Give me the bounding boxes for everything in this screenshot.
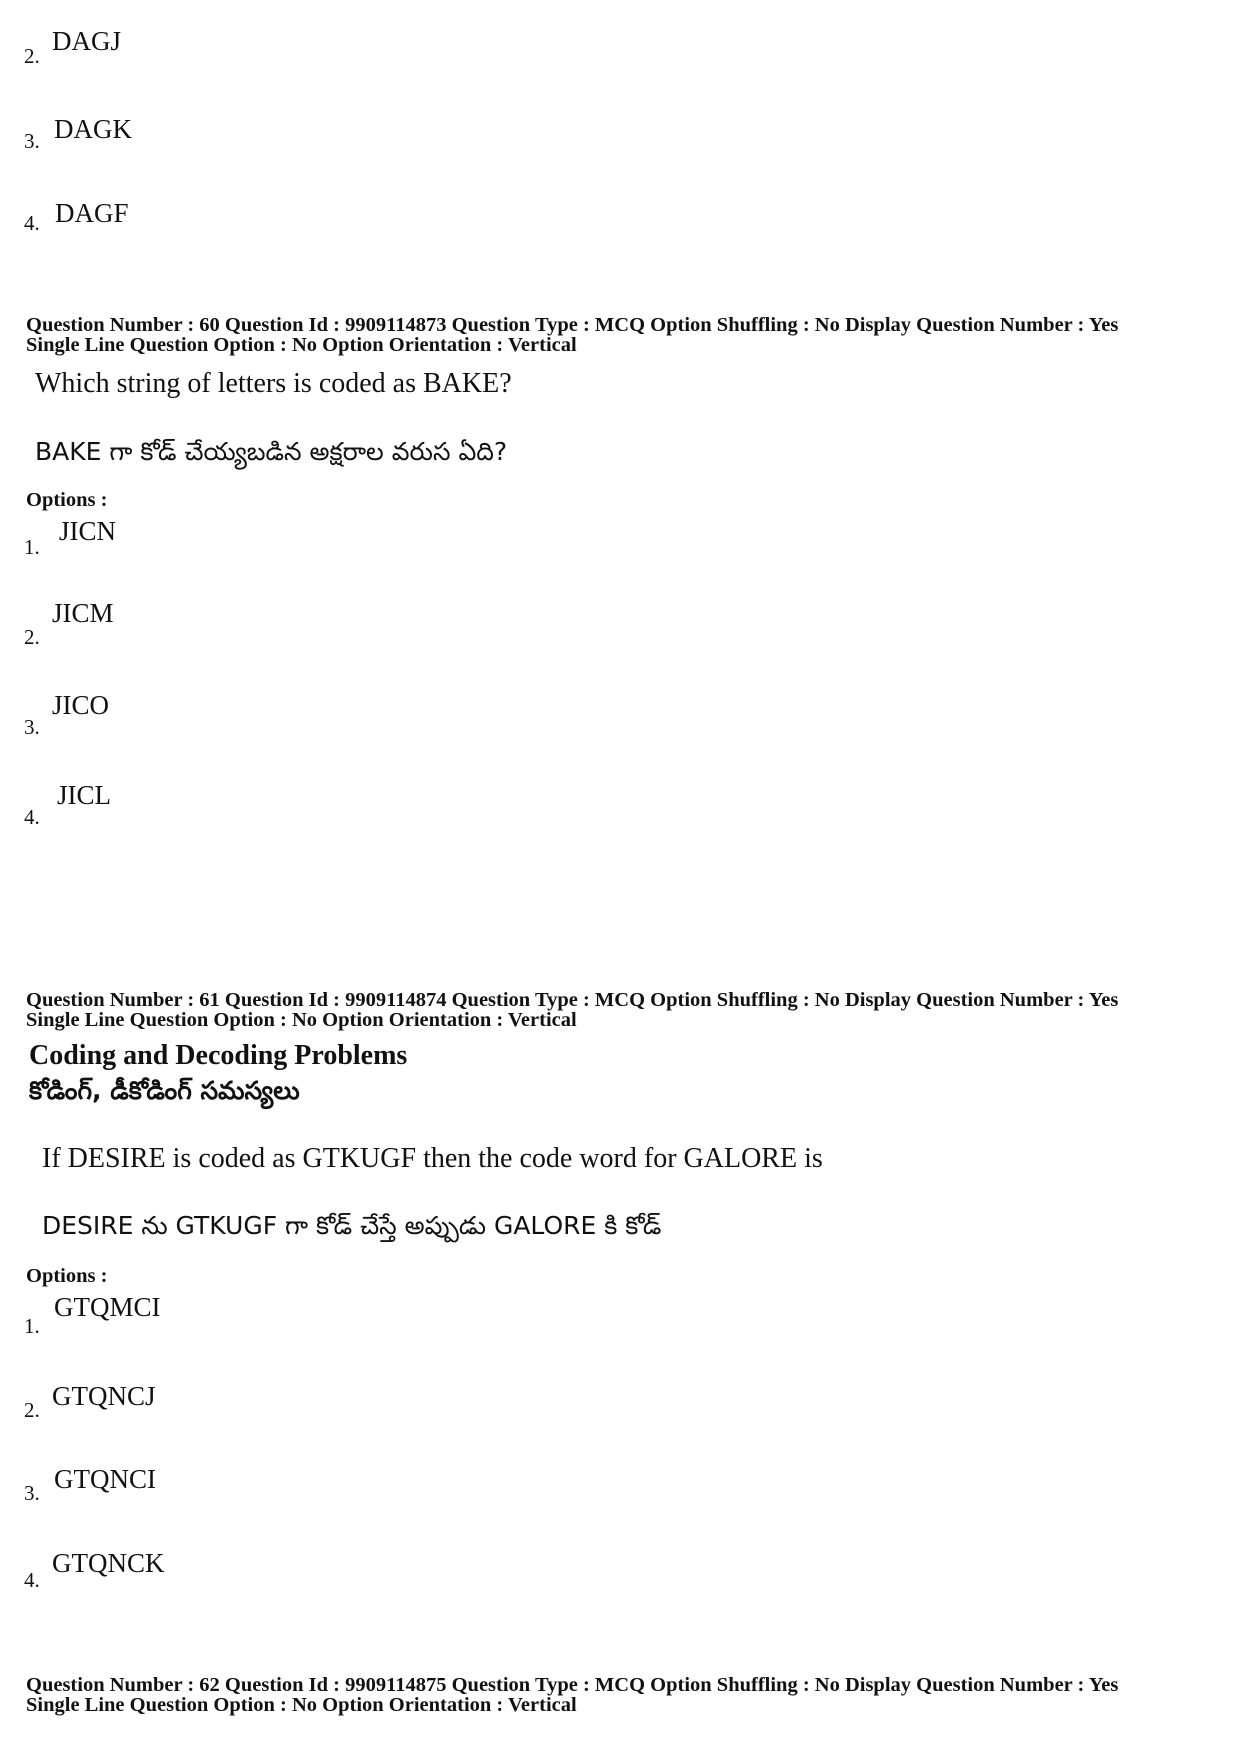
option-number: 3. bbox=[24, 129, 40, 153]
option-text: GTQNCK bbox=[52, 1548, 165, 1578]
option-text: JICO bbox=[52, 690, 110, 720]
option-number: 4. bbox=[24, 211, 40, 235]
question-meta-line2: Single Line Question Option : No Option Orientation : Vertical bbox=[26, 1009, 577, 1031]
question-meta-line1: Question Number : 62 Question Id : 9909114875 Question Type : MCQ Option Shuffling : No Display Question Number : Yes bbox=[26, 1674, 1119, 1696]
question-meta-line1: Question Number : 60 Question Id : 9909114873 Question Type : MCQ Option Shuffling : No Display Question Number : Yes bbox=[26, 314, 1119, 336]
option-text: JICM bbox=[52, 598, 114, 628]
option-number: 4. bbox=[24, 1568, 40, 1592]
option-number: 3. bbox=[24, 1481, 40, 1505]
option-text: DAGF bbox=[55, 198, 129, 228]
option-text: JICN bbox=[59, 516, 117, 546]
question-text-english: Which string of letters is coded as BAKE? bbox=[35, 368, 512, 399]
section-heading-english: Coding and Decoding Problems bbox=[29, 1040, 408, 1071]
option-number: 4. bbox=[24, 805, 40, 829]
option-number: 1. bbox=[24, 1314, 40, 1338]
option-number: 2. bbox=[24, 625, 40, 649]
option-number: 2. bbox=[24, 44, 40, 68]
option-text: JICL bbox=[57, 780, 111, 810]
question-text-english: If DESIRE is coded as GTKUGF then the code word for GALORE is bbox=[42, 1143, 823, 1174]
option-text: GTQMCI bbox=[54, 1292, 161, 1322]
option-text: GTQNCJ bbox=[52, 1381, 156, 1411]
question-meta-line1: Question Number : 61 Question Id : 9909114874 Question Type : MCQ Option Shuffling : No Display Question Number : Yes bbox=[26, 989, 1119, 1011]
section-heading-telugu: కోడింగ్, డీకోడింగ్ సమస్యలు bbox=[29, 1076, 300, 1105]
question-text-telugu: DESIRE ను GTKUGF గా కోడ్ చేస్తే అప్పుడు GALORE కి కోడ్ bbox=[42, 1211, 662, 1240]
option-number: 1. bbox=[24, 535, 40, 559]
options-label: Options : bbox=[26, 1265, 108, 1287]
option-text: DAGJ bbox=[52, 26, 122, 56]
question-text-telugu: BAKE గా కోడ్ చేయ్యబడిన అక్షరాల వరుస ఏది? bbox=[35, 437, 508, 466]
option-number: 3. bbox=[24, 715, 40, 739]
option-number: 2. bbox=[24, 1398, 40, 1422]
options-label: Options : bbox=[26, 489, 108, 511]
question-meta-line2: Single Line Question Option : No Option Orientation : Vertical bbox=[26, 1694, 577, 1716]
option-text: GTQNCI bbox=[54, 1464, 156, 1494]
option-text: DAGK bbox=[54, 114, 132, 144]
question-meta-line2: Single Line Question Option : No Option Orientation : Vertical bbox=[26, 334, 577, 356]
